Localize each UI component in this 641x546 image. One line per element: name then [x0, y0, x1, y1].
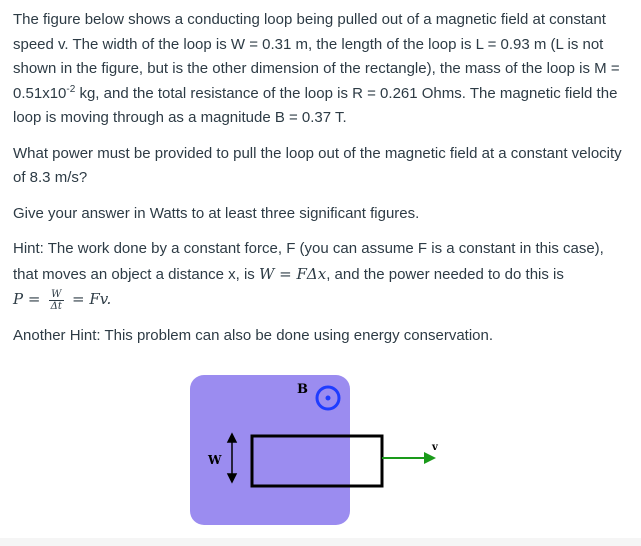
another-hint-paragraph: Another Hint: This problem can also be done using energy conservation.	[13, 326, 494, 344]
hint-text-mid: , and the power needed to do this is	[326, 265, 564, 283]
velocity-arrow-icon	[382, 452, 436, 464]
power-fraction	[49, 289, 64, 312]
hint-paragraph	[13, 237, 633, 313]
answer-instructions: Give your answer in Watts to at least three significant figures.	[13, 204, 420, 222]
width-label: W	[208, 453, 222, 467]
exponent: -2	[66, 83, 76, 95]
problem-text-part-1: The figure below shows a conducting loop being pulled out of a magnetic field at constant speed v. The width of the loop is W = 0.31 m, the length of the loop is L = 0.93 m (L is not shown in the figure, but is the other dimension of the rectangle), the mass of the loop is M = 0.51x10	[13, 11, 620, 102]
page-footer-strip	[0, 538, 641, 546]
fraction-denominator: Δt	[50, 300, 62, 312]
problem-text	[13, 8, 633, 359]
problem-text-part-2: kg, and the total resistance of the loop is R = 0.261 Ohms. The magnetic field the loop is moving through as a magnitude B = 0.37 T.	[13, 84, 618, 126]
power-equation-lhs: P =	[13, 290, 41, 308]
work-equation: W = FΔx	[258, 264, 327, 283]
fraction-numerator: W	[49, 289, 64, 301]
field-label: B	[297, 382, 308, 397]
velocity-label: v	[432, 442, 438, 453]
power-equation-rhs: = Fv.	[72, 290, 112, 308]
hint-text-pre: Hint: The work done by a constant force, F (you can assume F is a constant in this case), that moves an object a distance x, is	[13, 240, 604, 283]
loop-figure	[180, 370, 450, 535]
question-paragraph: What power must be provided to pull the loop out of the magnetic field at a constant velocity of 8.3 m/s?	[13, 144, 622, 186]
problem-paragraph-1	[13, 8, 633, 131]
